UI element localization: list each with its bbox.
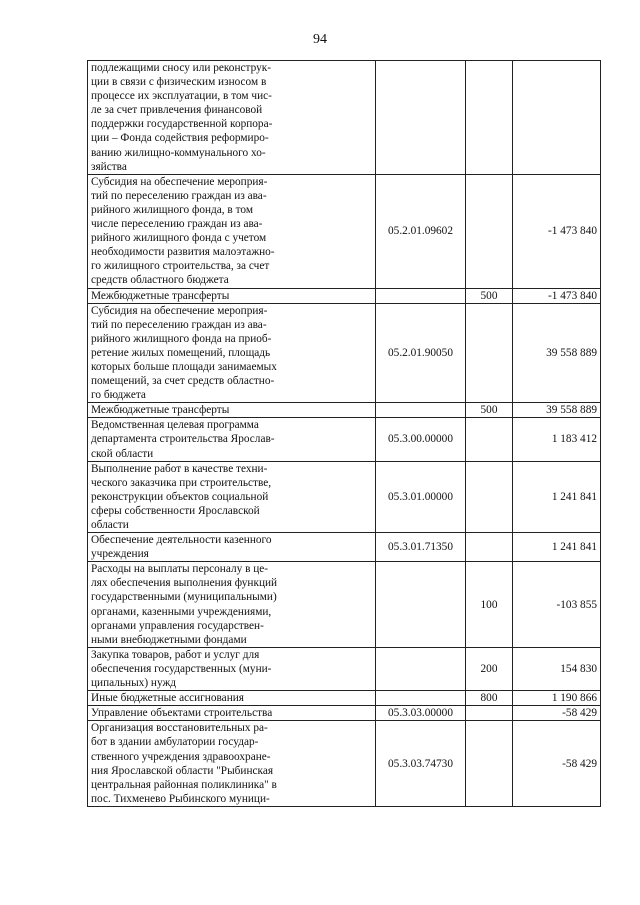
expense-name-line: реконструкции объектов социальной	[91, 490, 269, 503]
expense-name-cell	[88, 721, 376, 807]
expense-name-line: ния Ярославской области "Рыбинская	[91, 764, 274, 777]
expense-name-line: Межбюджетные трансферты	[91, 289, 230, 302]
target-article-code-cell	[376, 403, 466, 418]
expense-kind-cell: 500	[466, 288, 513, 303]
amount-cell: -58 429	[513, 721, 601, 807]
expense-kind-cell	[466, 706, 513, 721]
expense-kind-cell	[466, 418, 513, 461]
target-article-code-cell	[376, 61, 466, 175]
expense-name-line: Субсидия на обеспечение мероприя-	[91, 175, 268, 188]
expense-kind-cell: 200	[466, 647, 513, 690]
expense-kind-cell: 500	[466, 403, 513, 418]
table-row	[88, 461, 601, 532]
expense-name-line: лях обеспечения выполнения функций	[91, 577, 278, 590]
table-row	[88, 706, 601, 721]
expense-name-line: департамента строительства Ярослав-	[91, 433, 275, 446]
target-article-code-cell: 05.2.01.90050	[376, 303, 466, 403]
table-row	[88, 303, 601, 403]
expense-name-line: Расходы на выплаты персоналу в це-	[91, 563, 269, 576]
expense-name-line: ными внебюджетными фондами	[91, 633, 247, 646]
expense-name-line: рийного жилищного фонда на приоб-	[91, 332, 272, 345]
expense-kind-cell	[466, 61, 513, 175]
expense-name-line: ции – Фонда содействия реформиро-	[91, 132, 269, 145]
expense-name-line: помещений, за счет средств областно-	[91, 375, 275, 388]
expense-kind-cell: 100	[466, 562, 513, 648]
expense-name-line: рийного жилищного фонда, в том	[91, 203, 253, 216]
target-article-code-cell	[376, 562, 466, 648]
expense-name-line: которых больше площади занимаемых	[91, 360, 277, 373]
expense-name-cell	[88, 647, 376, 690]
target-article-code-cell	[376, 288, 466, 303]
page-number: 94	[313, 32, 327, 47]
expense-name-line: ципальных) нужд	[91, 677, 177, 690]
expense-name-line: ственного учреждения здравоохране-	[91, 750, 271, 763]
amount-cell: 1 241 841	[513, 461, 601, 532]
expense-name-line: Выполнение работ в качестве техни-	[91, 462, 268, 475]
expense-name-line: ческого заказчика при строительстве,	[91, 476, 272, 489]
amount-cell: 154 830	[513, 647, 601, 690]
expense-name-line: бот в здании амбулатории государ-	[91, 736, 259, 749]
expense-name-line: области	[91, 519, 129, 531]
target-article-code-cell	[376, 647, 466, 690]
expense-name-line: процессе их эксплуатации, в том чис-	[91, 90, 272, 103]
expense-kind-cell	[466, 303, 513, 403]
expense-name-line: подлежащими сносу или реконструк-	[91, 62, 271, 74]
expense-kind-cell	[466, 461, 513, 532]
amount-cell: 1 183 412	[513, 418, 601, 461]
expense-name-line: государственными (муниципальными)	[91, 591, 277, 604]
expense-name-line: Закупка товаров, работ и услуг для	[91, 648, 260, 661]
amount-cell: 1 241 841	[513, 533, 601, 562]
expense-name-line: обеспечения государственных (муни-	[91, 662, 272, 675]
expense-name-line: ретение жилых помещений, площадь	[91, 346, 271, 359]
expense-name-line: Управление объектами строительства	[91, 707, 273, 720]
expense-name-cell	[88, 174, 376, 288]
table-row	[88, 418, 601, 461]
target-article-code-cell: 05.3.03.74730	[376, 721, 466, 807]
amount-cell	[513, 61, 601, 175]
expense-name-line: необходимости развития малоэтажно-	[91, 246, 275, 259]
amount-cell: 39 558 889	[513, 303, 601, 403]
expense-name-cell	[88, 691, 376, 706]
expense-name-line: Обеспечение деятельности казенного	[91, 534, 272, 547]
expense-name-line: Субсидия на обеспечение мероприя-	[91, 304, 268, 317]
expense-name-cell	[88, 303, 376, 403]
expense-name-line: Ведомственная целевая программа	[91, 419, 259, 432]
expense-name-line: Организация восстановительных ра-	[91, 722, 268, 735]
expense-name-line: числе переселению граждан из ава-	[91, 218, 263, 231]
target-article-code-cell: 05.3.00.00000	[376, 418, 466, 461]
expense-name-line: тий по переселению граждан из ава-	[91, 189, 267, 202]
table-row	[88, 61, 601, 175]
expense-name-line: зяйства	[91, 160, 127, 173]
target-article-code-cell: 05.2.01.09602	[376, 174, 466, 288]
expense-name-line: ской области	[91, 447, 154, 460]
expense-name-line: го бюджета	[91, 389, 146, 402]
expense-name-line: рийного жилищного фонда с учетом	[91, 232, 267, 245]
expense-name-line: Иные бюджетные ассигнования	[91, 692, 244, 705]
expense-kind-cell	[466, 721, 513, 807]
expense-name-line: ле за счет привлечения финансовой	[91, 104, 263, 117]
expense-kind-cell	[466, 174, 513, 288]
budget-table	[87, 60, 601, 807]
expense-name-cell	[88, 288, 376, 303]
amount-cell: 39 558 889	[513, 403, 601, 418]
expense-name-line: тий по переселению граждан из ава-	[91, 318, 267, 331]
expense-kind-cell: 800	[466, 691, 513, 706]
amount-cell: 1 190 866	[513, 691, 601, 706]
expense-name-line: поддержки государственной корпора-	[91, 118, 273, 131]
expense-name-line: органами, казенными учреждениями,	[91, 605, 272, 618]
expense-name-line: го жилищного строительства, за счет	[91, 260, 270, 273]
table-row	[88, 691, 601, 706]
table-row	[88, 562, 601, 648]
budget-table-body	[88, 61, 601, 807]
expense-name-line: средств областного бюджета	[91, 274, 229, 287]
table-row	[88, 174, 601, 288]
amount-cell: -103 855	[513, 562, 601, 648]
target-article-code-cell: 05.3.01.71350	[376, 533, 466, 562]
table-row	[88, 533, 601, 562]
target-article-code-cell: 05.3.03.00000	[376, 706, 466, 721]
table-row	[88, 288, 601, 303]
expense-name-cell	[88, 562, 376, 648]
expense-name-line: центральная районная поликлиника" в	[91, 778, 277, 791]
expense-name-cell	[88, 418, 376, 461]
amount-cell: -1 473 840	[513, 288, 601, 303]
expense-name-line: сферы собственности Ярославской	[91, 504, 260, 517]
expense-name-cell	[88, 461, 376, 532]
expense-name-line: органами управления государствен-	[91, 619, 264, 632]
expense-name-cell	[88, 533, 376, 562]
table-row	[88, 403, 601, 418]
expense-name-line: учреждения	[91, 548, 149, 561]
expense-name-line: ции в связи с физическим износом в	[91, 76, 267, 89]
amount-cell: -58 429	[513, 706, 601, 721]
target-article-code-cell: 05.3.01.00000	[376, 461, 466, 532]
expense-name-cell	[88, 61, 376, 175]
table-row	[88, 647, 601, 690]
expense-name-line: пос. Тихменево Рыбинского муници-	[91, 792, 270, 805]
expense-name-cell	[88, 706, 376, 721]
expense-name-line: ванию жилищно-коммунального хо-	[91, 146, 266, 159]
target-article-code-cell	[376, 691, 466, 706]
amount-cell: -1 473 840	[513, 174, 601, 288]
expense-name-cell	[88, 403, 376, 418]
expense-kind-cell	[466, 533, 513, 562]
table-row	[88, 721, 601, 807]
expense-name-line: Межбюджетные трансферты	[91, 404, 230, 417]
